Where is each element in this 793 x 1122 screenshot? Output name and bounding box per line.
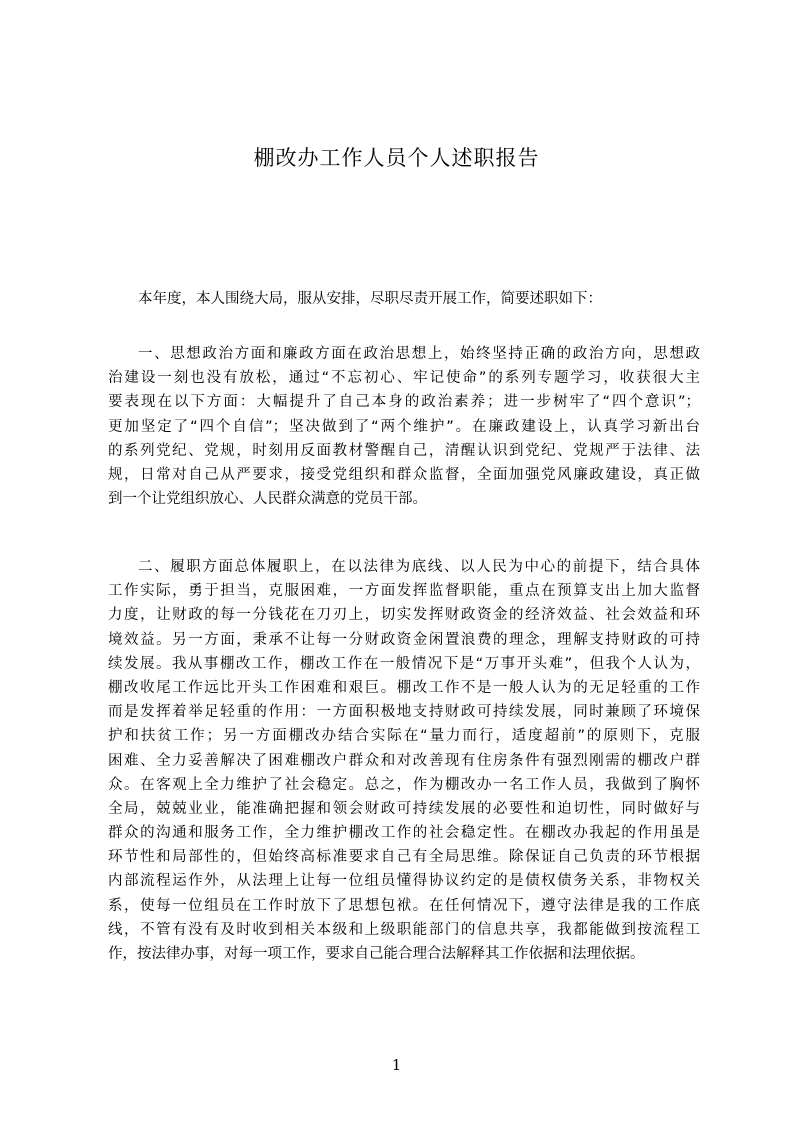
paragraph-line: 群众的沟通和服务工作，全力维护棚改工作的社会稳定性。在棚改办我起的作用虽是 (108, 825, 700, 842)
paragraph-line: 治建设一刻也没有放松，通过“不忘初心、牢记使命”的系列专题学习，收获很大主 (108, 370, 700, 387)
paragraph-line: 众。在客观上全力维护了社会稳定。总之，作为棚改办一名工作人员，我做到了胸怀 (108, 776, 700, 793)
paragraph-line: 要表现在以下方面：大幅提升了自己本身的政治素养；进一步树牢了“四个意识”； (108, 394, 700, 411)
page-number: 1 (391, 1056, 402, 1074)
paragraph-line: 二、履职方面总体履职上，在以法律为底线、以人民为中心的前提下，结合具体 (138, 559, 700, 575)
paragraph-line: 环节性和局部性的，但始终高标准要求自己有全局思维。除保证自己负责的环节根据 (108, 849, 700, 866)
paragraph-political (108, 342, 700, 511)
paragraph-line: 力度，让财政的每一分钱花在刀刃上，切实发挥财政资金的经济效益、社会效益和环 (108, 607, 700, 624)
paragraph-line: 护和扶贫工作；另一方面棚改办结合实际在“量力而行，适度超前”的原则下，克服 (108, 728, 700, 745)
paragraph-line: 工作实际，勇于担当，克服困难，一方面发挥监督职能，重点在预算支出上加大监督 (108, 583, 700, 600)
paragraph-line: 的系列党纪、党规，时刻用反面教材警醒自己，清醒认识到党纪、党规严于法律、法 (108, 442, 700, 459)
paragraph-line: 内部流程运作外，从法理上让每一位组员懂得协议约定的是债权债务关系，非物权关 (108, 873, 700, 890)
paragraph-line: 系，使每一位组员在工作时放下了思想包袱。在任何情况下，遵守法律是我的工作底 (108, 897, 700, 914)
intro-paragraph: 本年度，本人围绕大局，服从安排，尽职尽责开展工作，简要述职如下： (138, 291, 602, 307)
paragraph-line: 境效益。另一方面，秉承不让每一分财政资金闲置浪费的理念，理解支持财政的可持 (108, 631, 700, 648)
paragraph-line: 全局，兢兢业业，能准确把握和领会财政可持续发展的必要性和迫切性，同时做好与 (108, 800, 700, 817)
paragraph-line: 而是发挥着举足轻重的作用：一方面积极地支持财政可持续发展，同时兼顾了环境保 (108, 704, 700, 721)
paragraph-line: 作，按法律办事，对每一项工作，要求自己能合理合法解释其工作依据和法理依据。 (108, 946, 645, 962)
paragraph-duties (108, 555, 700, 966)
page-title: 棚改办工作人员个人述职报告 (253, 146, 540, 170)
paragraph-line: 续发展。我从事棚改工作，棚改工作在一般情况下是“万事开头难”，但我个人认为， (108, 655, 700, 672)
paragraph-line: 一、思想政治方面和廉政方面在政治思想上，始终坚持正确的政治方向，思想政 (138, 346, 700, 362)
paragraph-line: 困难、全力妥善解决了困难棚改户群众和对改善现有住房条件有强烈刚需的棚改户群 (108, 752, 700, 769)
paragraph-line: 棚改收尾工作远比开头工作困难和艰巨。棚改工作不是一般人认为的无足轻重的工作 (108, 679, 700, 696)
paragraph-line: 规，日常对自己从严要求，接受党组织和群众监督，全面加强党风廉政建设，真正做 (108, 466, 700, 483)
paragraph-line: 线，不管有没有及时收到相关本级和上级职能部门的信息共享，我都能做到按流程工 (108, 921, 700, 938)
paragraph-line: 更加坚定了“四个自信”；坚决做到了“两个维护”。在廉政建设上，认真学习新出台 (108, 418, 700, 435)
paragraph-line: 到一个让党组织放心、人民群众满意的党员干部。 (108, 491, 427, 508)
